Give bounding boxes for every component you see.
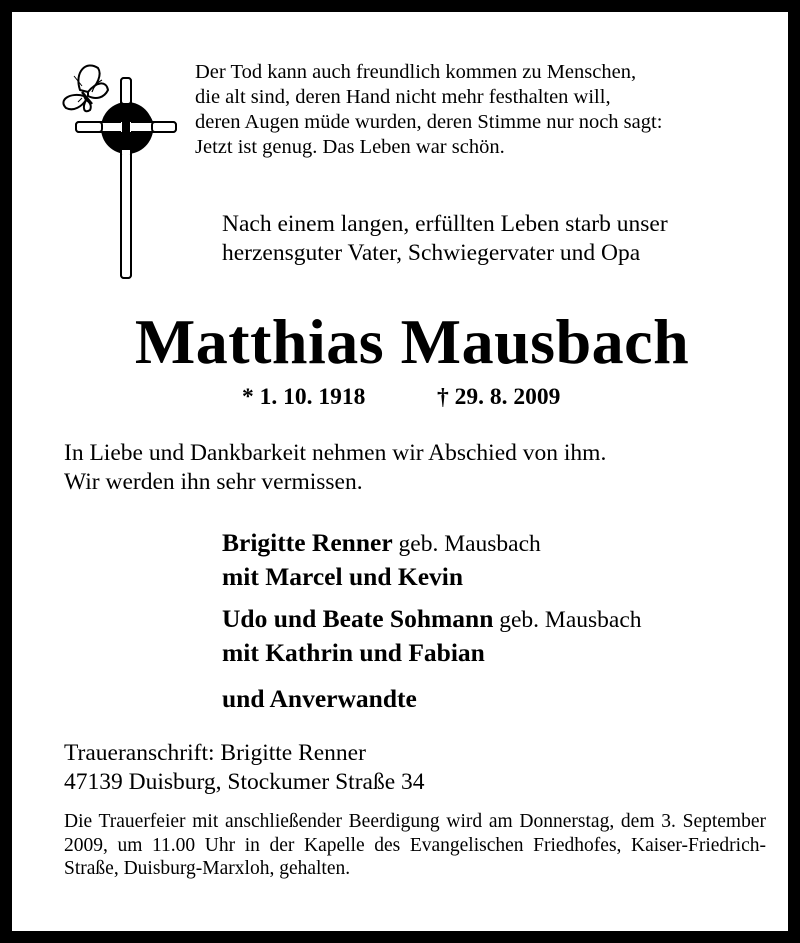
poem-line: Der Tod kann auch freundlich kommen zu Menschen,	[195, 61, 637, 83]
mourner-relatives: und Anverwandte	[222, 684, 417, 713]
death-date: † 29. 8. 2009	[437, 384, 561, 410]
intro-line: herzensguter Vater, Schwiegervater und Opa	[222, 240, 641, 266]
intro-text	[222, 210, 668, 268]
poem	[195, 60, 662, 160]
farewell-line: In Liebe und Dankbarkeit nehmen wir Abschied von ihm.	[64, 440, 607, 466]
butterfly-icon	[63, 65, 108, 111]
poem-line: die alt sind, deren Hand nicht mehr festhalten will,	[195, 86, 611, 108]
mourner-note: geb. Mausbach	[499, 607, 642, 633]
mourners-list	[222, 526, 642, 716]
poem-line: Jetzt ist genug. Das Leben war schön.	[195, 136, 505, 158]
mourner-children: mit Marcel und Kevin	[222, 562, 464, 591]
mourner-note: geb. Mausbach	[398, 531, 541, 557]
deceased-name: Matthias Mausbach	[134, 306, 690, 377]
funeral-notice: Die Trauerfeier mit anschließender Beerdigung wird am Donnerstag, dem 3. September 2009, um 11.00 Uhr in der Kapelle des Evangelischen Friedhofes, Kaiser-Friedrich-Straße, Duisburg-Marxloh, gehalten.	[64, 811, 766, 879]
mourner-family-1	[222, 526, 642, 560]
farewell-text	[64, 439, 606, 497]
mourner-name: Brigitte Renner	[222, 528, 393, 557]
mourning-address	[64, 739, 425, 797]
intro-line: Nach einem langen, erfüllten Leben starb unser	[222, 211, 668, 237]
address-line: Traueranschrift: Brigitte Renner	[64, 740, 366, 766]
poem-line: deren Augen müde wurden, deren Stimme nur noch sagt:	[195, 111, 663, 133]
birth-date: * 1. 10. 1918	[242, 384, 366, 410]
mourner-family-2	[222, 602, 642, 636]
cross-with-sun-icon	[52, 52, 182, 282]
address-line: 47139 Duisburg, Stockumer Straße 34	[64, 769, 425, 795]
mourner-name: Udo und Beate Sohmann	[222, 604, 494, 633]
farewell-line: Wir werden ihn sehr vermissen.	[64, 469, 363, 495]
mourner-children: mit Kathrin und Fabian	[222, 638, 485, 667]
